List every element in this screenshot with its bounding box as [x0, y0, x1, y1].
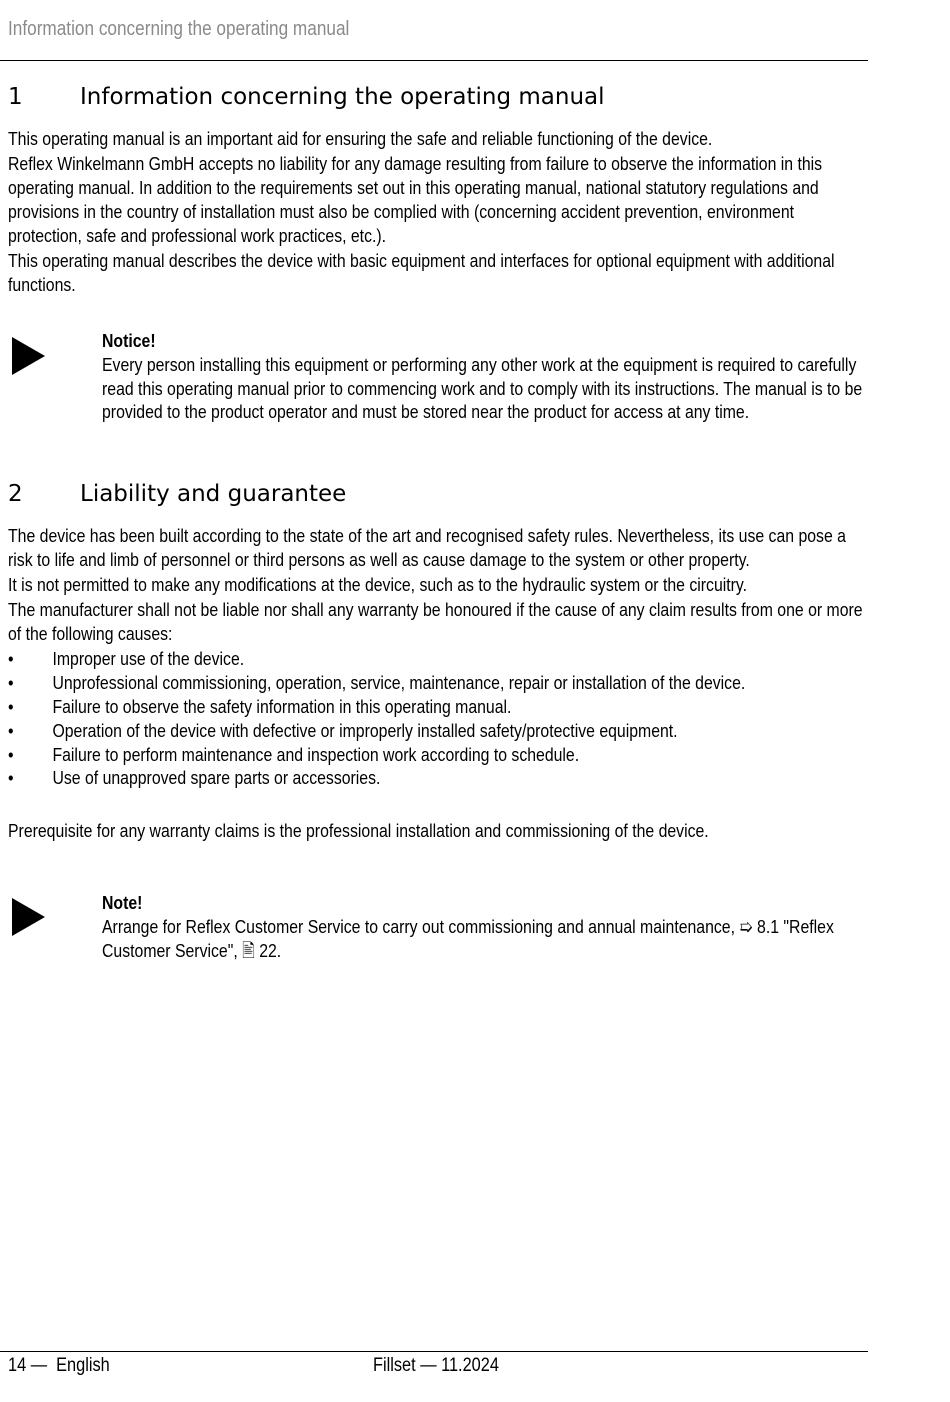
footer-language: English	[56, 1355, 110, 1376]
bullet-icon: •	[8, 767, 14, 789]
section-1-heading	[8, 84, 605, 110]
notice-title: Notice!	[102, 330, 156, 351]
note-title: Note!	[102, 892, 143, 913]
paragraph: Reflex Winkelmann GmbH accepts no liability for any damage resulting from failure to observe the information in this operating manual. In addition to the requirements set out in this operating manual, national statutory regulations and provisions in the country of installation must also be complied with (concerning accident prevention, environment protection, safe and professional work practices, etc.).	[8, 153, 823, 246]
section-1-number: 1	[8, 84, 23, 110]
note-box	[102, 891, 863, 962]
bullet-icon: •	[8, 743, 14, 765]
arrow-right-icon	[12, 898, 45, 936]
paragraph: This operating manual is an important aid for ensuring the safe and reliable functioning of the device.	[8, 128, 713, 149]
list-item: • Failure to perform maintenance and inspection work according to schedule.	[8, 743, 580, 765]
section-2-number: 2	[8, 481, 23, 507]
footer-left	[8, 1355, 110, 1377]
footer-separator: —	[30, 1355, 48, 1376]
running-header: Information concerning the operating manual	[8, 18, 350, 40]
list-item: • Failure to observe the safety information in this operating manual.	[8, 696, 512, 718]
paragraph: This operating manual describes the device with basic equipment and interfaces for optional equipment with additional functions.	[8, 249, 835, 295]
bullet-icon: •	[8, 672, 14, 694]
list-item: • Operation of the device with defective or improperly installed safety/protective equipment.	[8, 719, 678, 741]
footer-rule	[0, 1351, 868, 1352]
list-item: • Improper use of the device.	[8, 648, 245, 670]
footer-product-date: Fillset — 11.2024	[373, 1355, 499, 1376]
notice-body: Every person installing this equipment or performing any other work at the equipment is required to carefully read this operating manual prior to commencing work and to comply with its instructions. The manual is to be provided to the product operator and must be stored near the product for access at any time.	[102, 353, 863, 423]
section-1-body	[8, 127, 872, 298]
arrow-right-icon	[12, 337, 45, 375]
list-item: • Unprofessional commissioning, operation, service, maintenance, repair or installation of the device.	[8, 672, 746, 694]
prerequisite-text: Prerequisite for any warranty claims is the professional installation and commissioning of the device.	[8, 820, 709, 841]
paragraph: The device has been built according to the state of the art and recognised safety rules. Nevertheless, its use can pose a risk to life and limb of personnel or third persons as well as cause damage to the system or other property.	[8, 525, 846, 570]
list-item: • Use of unapproved spare parts or accessories.	[8, 767, 381, 789]
paragraph: The manufacturer shall not be liable nor shall any warranty be honoured if the cause of any claim results from one or more of the following causes:	[8, 599, 863, 645]
bullet-icon: •	[8, 719, 14, 741]
causes-list	[8, 647, 872, 790]
header-rule	[0, 60, 868, 61]
notice-box	[102, 329, 863, 424]
bullet-icon: •	[8, 696, 14, 718]
bullet-icon: •	[8, 648, 14, 670]
page-number: 14	[8, 1355, 27, 1376]
note-body: Arrange for Reflex Customer Service to carry out commissioning and annual maintenance, ➯ 8.1 "Reflex Customer Service", 🖹 22.	[102, 915, 834, 961]
paragraph: It is not permitted to make any modifications at the device, such as to the hydraulic system or the circuitry.	[8, 574, 748, 596]
section-2-heading	[8, 481, 346, 507]
section-2-title: Liability and guarantee	[80, 481, 347, 507]
section-1-title: Information concerning the operating manual	[80, 84, 605, 110]
section-2-body	[8, 524, 872, 790]
